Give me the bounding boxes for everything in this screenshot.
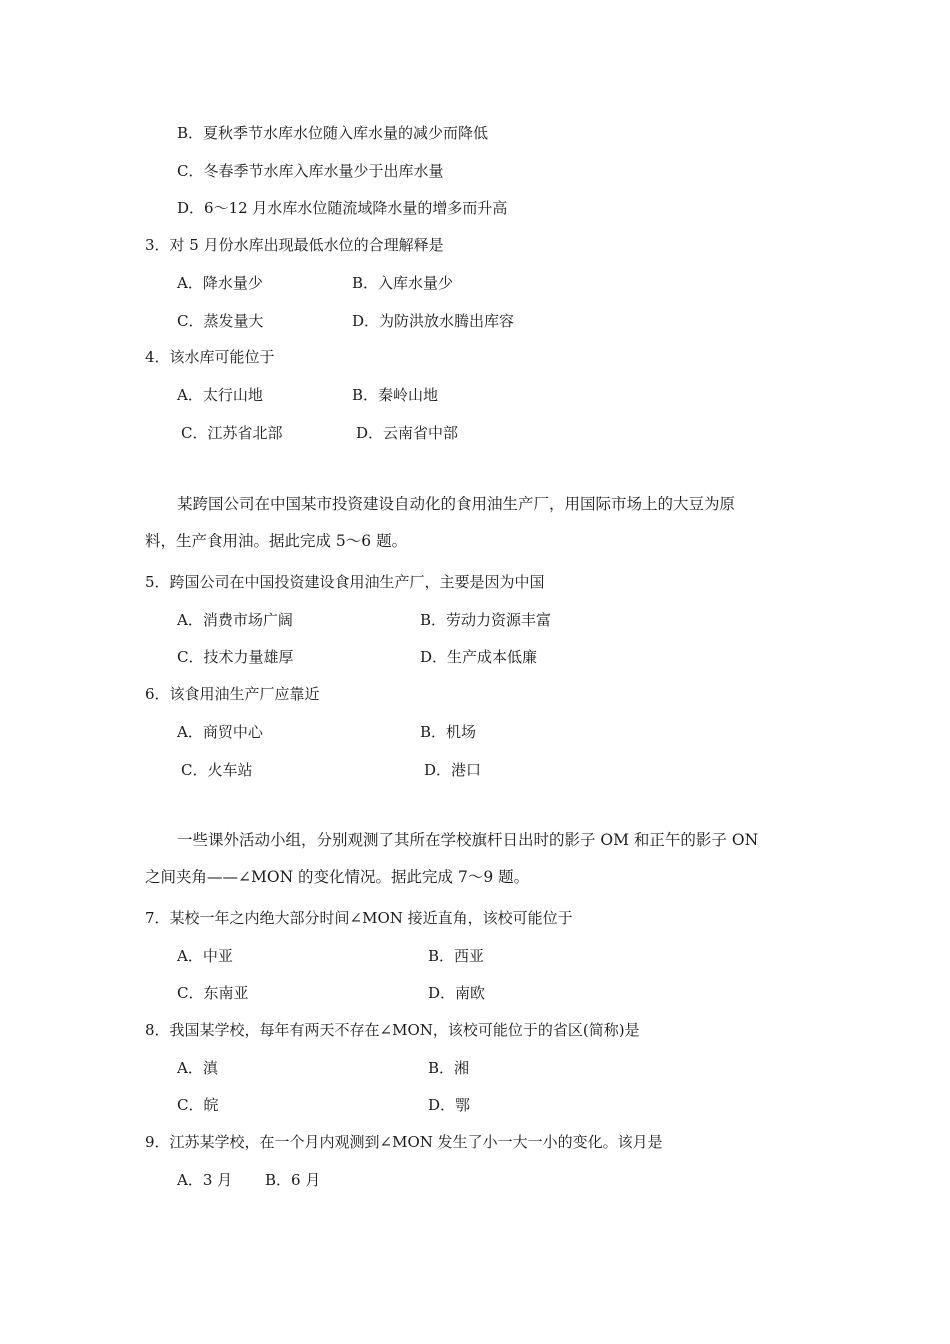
passage-3-line-2: 之间夹角——∠MON 的变化情况。据此完成 7～9 题。 (145, 868, 530, 886)
q2-option-d: D．6～12 月水库水位随流域降水量的增多而升高 (177, 199, 508, 217)
q6-stem: 6．该食用油生产厂应靠近 (145, 685, 320, 703)
q3-option-b: B．入库水量少 (352, 274, 454, 292)
passage-2-line-2: 料，生产食用油。据此完成 5～6 题。 (145, 532, 408, 550)
q6-option-b: B．机场 (420, 723, 477, 741)
q8-option-a: A．滇 (177, 1059, 218, 1077)
q4-option-c: C．江苏省北部 (181, 424, 283, 442)
q4-option-b: B．秦岭山地 (352, 386, 439, 404)
q7-option-c: C．东南亚 (177, 984, 249, 1002)
q7-option-a: A．中亚 (177, 947, 233, 965)
passage-2 (145, 486, 810, 560)
q4-stem: 4．该水库可能位于 (145, 348, 275, 366)
q5-option-b: B．劳动力资源丰富 (420, 611, 552, 629)
q2-option-c: C．冬春季节水库入库水量少于出库水量 (177, 162, 444, 180)
q2-option-b: B．夏秋季节水库水位随入库水量的减少而降低 (177, 124, 489, 142)
passage-2-line-1: 某跨国公司在中国某市投资建设自动化的食用油生产厂，用国际市场上的大豆为原 (177, 495, 736, 513)
q3-option-c: C．蒸发量大 (177, 312, 264, 330)
q4-option-d: D．云南省中部 (356, 424, 459, 442)
q7-option-b: B．西亚 (428, 947, 485, 965)
q6-option-a: A．商贸中心 (177, 723, 263, 741)
q5-option-c: C．技术力量雄厚 (177, 648, 294, 666)
q9-option-a: A．3 月 (177, 1171, 233, 1189)
q9-option-b: B．6 月 (265, 1171, 321, 1189)
q5-option-a: A．消费市场广阔 (177, 611, 293, 629)
q7-option-d: D．南欧 (428, 984, 486, 1002)
q7-stem: 7．某校一年之内绝大部分时间∠MON 接近直角，该校可能位于 (145, 909, 573, 927)
passage-3 (145, 822, 810, 896)
q8-option-b: B．湘 (428, 1059, 470, 1077)
q5-stem: 5．跨国公司在中国投资建设食用油生产厂，主要是因为中国 (145, 573, 545, 591)
q9-stem: 9．江苏某学校，在一个月内观测到∠MON 发生了小一大一小的变化。该月是 (145, 1133, 663, 1151)
q4-option-a: A．太行山地 (177, 386, 263, 404)
q8-option-d: D．鄂 (428, 1096, 471, 1114)
q3-option-d: D．为防洪放水腾出库容 (352, 312, 515, 330)
passage-3-line-1: 一些课外活动小组，分别观测了其所在学校旗杆日出时的影子 OM 和正午的影子 ON (177, 831, 759, 849)
q6-option-c: C．火车站 (181, 761, 253, 779)
q6-option-d: D．港口 (424, 761, 482, 779)
q5-option-d: D．生产成本低廉 (420, 648, 538, 666)
q3-stem: 3．对 5 月份水库出现最低水位的合理解释是 (145, 236, 444, 254)
q8-stem: 8．我国某学校，每年有两天不存在∠MON，该校可能位于的省区(简称)是 (145, 1021, 640, 1039)
q8-option-c: C．皖 (177, 1096, 219, 1114)
q3-option-a: A．降水量少 (177, 274, 263, 292)
